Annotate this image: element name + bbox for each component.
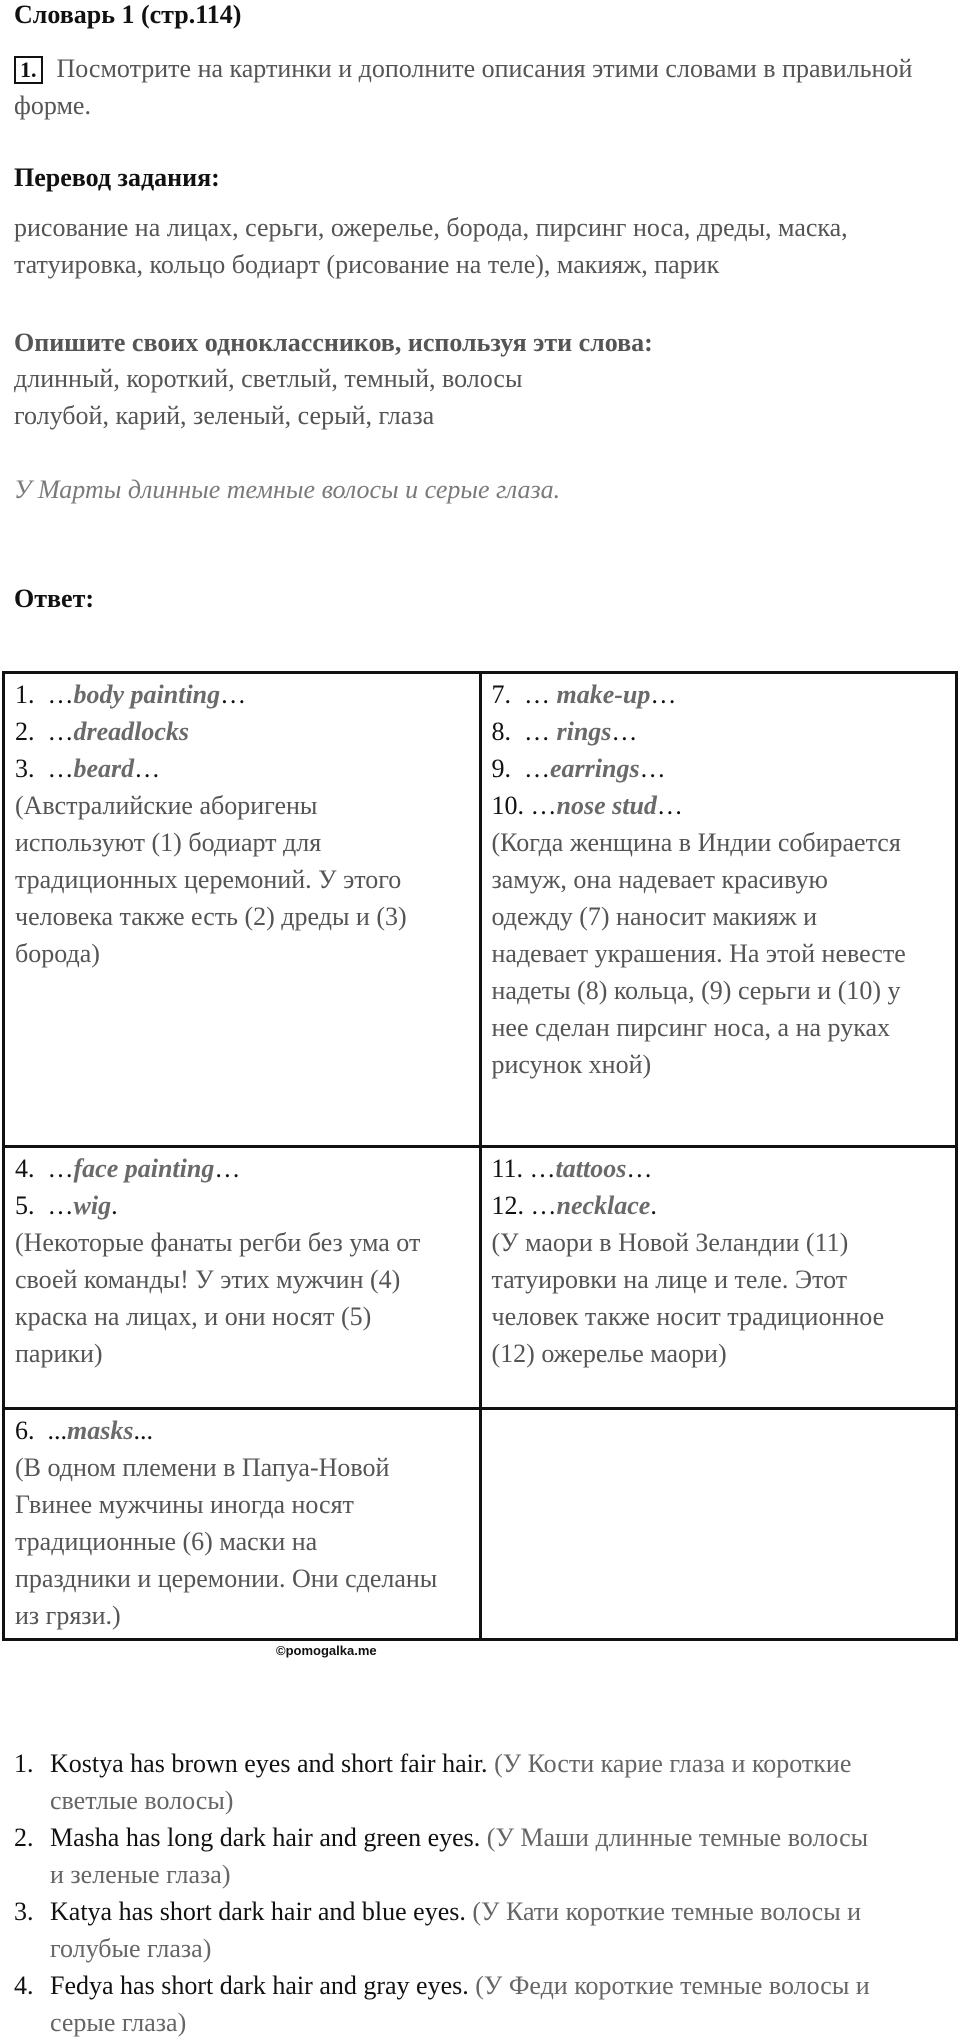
answer-explanation: своей команды! У этих мужчин (4) xyxy=(15,1265,401,1294)
answer-cell xyxy=(4,1147,481,1409)
answer-item xyxy=(492,713,946,750)
describe-line-1: длинный, короткий, светлый, темный, волосы xyxy=(14,364,523,393)
item-number: 3. xyxy=(14,1897,34,1926)
russian-translation: (У Кати короткие темные волосы и xyxy=(465,1897,862,1926)
answer-explanation: используют (1) бодиарт для xyxy=(15,828,322,857)
item-number: 1. xyxy=(15,680,48,709)
item-number: 3. xyxy=(15,754,48,783)
task-number: 1. xyxy=(14,56,43,84)
item-suffix: . xyxy=(111,1191,118,1220)
item-suffix: … xyxy=(650,680,677,709)
item-number: 1. xyxy=(14,1749,34,1778)
russian-translation-cont: и зеленые глаза) xyxy=(50,1860,231,1889)
item-suffix: ... xyxy=(133,1416,153,1445)
item-suffix: … xyxy=(214,1154,241,1183)
answer-explanation: парики) xyxy=(15,1339,103,1368)
answer-explanation: традиционных церемоний. У этого xyxy=(15,865,402,894)
item-suffix: … xyxy=(639,754,666,783)
answer-explanation: праздники и церемонии. Они сделаны xyxy=(15,1564,438,1593)
answer-explanation: рисунок хной) xyxy=(491,1050,652,1079)
russian-translation: (У Феди короткие темные волосы и xyxy=(468,1971,870,2000)
item-suffix: … xyxy=(611,717,638,746)
answer-word: tattoos xyxy=(555,1154,627,1183)
answer-explanation: (У маори в Новой Зеландии (11) xyxy=(491,1228,849,1257)
answer-explanation: Гвинее мужчины иногда носят xyxy=(15,1490,354,1519)
credit-watermark: ©pomogalka.me xyxy=(276,1643,377,1658)
english-sentence: Masha has long dark hair and green eyes. xyxy=(50,1823,481,1852)
answer-item xyxy=(492,1187,946,1224)
answer-explanation: (Когда женщина в Индии собирается xyxy=(491,828,901,857)
russian-translation-cont: светлые волосы) xyxy=(50,1786,234,1815)
answer-cell xyxy=(480,673,957,1147)
answer-cell xyxy=(4,1409,481,1640)
item-prefix: … xyxy=(524,680,557,709)
item-prefix: … xyxy=(47,717,74,746)
answer-explanation: (Некоторые фанаты регби без ума от xyxy=(15,1228,421,1257)
answer-item xyxy=(492,1150,946,1187)
answer-word: rings xyxy=(556,717,612,746)
item-number: 2. xyxy=(15,717,48,746)
item-prefix: … xyxy=(524,754,550,783)
answer-explanation: надеты (8) кольца, (9) серьги и (10) у xyxy=(491,976,901,1005)
item-number: 9. xyxy=(491,754,524,783)
item-number: 6. xyxy=(15,1416,48,1445)
describe-line-2: голубой, карий, зеленый, серый, глаза xyxy=(14,401,435,430)
answer-word: body painting xyxy=(73,680,221,709)
answer-word: wig xyxy=(73,1191,112,1220)
item-suffix: … xyxy=(656,791,683,820)
item-number: 7. xyxy=(491,680,524,709)
item-prefix: … xyxy=(530,791,557,820)
russian-translation-cont: серые глаза) xyxy=(50,2008,187,2037)
russian-translation: (У Маши длинные темные волосы xyxy=(480,1823,869,1852)
answer-explanation: татуировки на лице и теле. Этот xyxy=(491,1265,848,1294)
answer-explanation: краска на лицах, и они носят (5) xyxy=(15,1302,372,1331)
answer-item xyxy=(15,1412,469,1449)
answer-table xyxy=(2,671,958,1641)
answer-item xyxy=(15,1150,469,1187)
item-suffix: … xyxy=(626,1154,653,1183)
sentence-list xyxy=(14,1745,944,2041)
item-number: 2. xyxy=(14,1823,34,1852)
page-title: Словарь 1 (стр.114) xyxy=(14,0,242,29)
answer-cell-empty xyxy=(480,1409,957,1640)
answer-word: beard xyxy=(73,754,135,783)
answer-cell xyxy=(480,1147,957,1409)
answer-item xyxy=(15,713,469,750)
answer-explanation: из грязи.) xyxy=(15,1601,121,1630)
answer-heading: Ответ: xyxy=(14,584,95,613)
answer-item xyxy=(492,750,946,787)
answer-word: necklace xyxy=(556,1191,651,1220)
answer-word: dreadlocks xyxy=(73,717,190,746)
answer-item xyxy=(15,676,469,713)
answer-word: earrings xyxy=(550,754,640,783)
answer-word: masks xyxy=(67,1416,134,1445)
item-prefix: … xyxy=(524,717,557,746)
answer-item xyxy=(492,676,946,713)
answer-cell xyxy=(4,673,481,1147)
task-instruction xyxy=(14,50,934,124)
answer-item xyxy=(15,1187,469,1224)
example-sentence: У Марты длинные темные волосы и серые глаза. xyxy=(14,475,561,504)
item-number: 8. xyxy=(491,717,524,746)
answer-explanation: человека также есть (2) дреды и (3) xyxy=(15,902,407,931)
item-prefix: … xyxy=(47,1154,74,1183)
english-sentence: Fedya has short dark hair and gray eyes. xyxy=(50,1971,469,2000)
answer-word: make-up xyxy=(556,680,651,709)
item-prefix: … xyxy=(47,754,74,783)
answer-item xyxy=(492,787,946,824)
list-item xyxy=(14,1745,944,1819)
item-prefix: … xyxy=(47,1191,74,1220)
item-number: 4. xyxy=(15,1154,48,1183)
item-number: 12. xyxy=(491,1191,531,1220)
english-sentence: Katya has short dark hair and blue eyes. xyxy=(50,1897,466,1926)
list-item xyxy=(14,1967,944,2041)
item-number: 5. xyxy=(15,1191,48,1220)
list-item xyxy=(14,1819,944,1893)
translation-heading: Перевод задания: xyxy=(14,163,220,192)
item-prefix: … xyxy=(530,1191,557,1220)
answer-explanation: (В одном племени в Папуа-Новой xyxy=(15,1453,390,1482)
item-suffix: … xyxy=(134,754,161,783)
answer-explanation: нее сделан пирсинг носа, а на руках xyxy=(491,1013,890,1042)
task-text: Посмотрите на картинки и дополните описания этими словами в правильной форме. xyxy=(14,54,913,120)
item-suffix: … xyxy=(220,680,247,709)
answer-word: face painting xyxy=(73,1154,215,1183)
russian-translation-cont: голубые глаза) xyxy=(50,1934,212,1963)
translation-text: рисование на лицах, серьги, ожерелье, борода, пирсинг носа, дреды, маска, татуировка, кольцо бодиарт (рисование на теле), макияж, парик xyxy=(14,213,848,279)
answer-explanation: надевает украшения. На этой невесте xyxy=(491,939,906,968)
describe-heading: Опишите своих одноклассников, используя эти слова: xyxy=(14,328,653,357)
answer-explanation: (12) ожерелье маори) xyxy=(491,1339,727,1368)
item-prefix: ... xyxy=(47,1416,67,1445)
list-item xyxy=(14,1893,944,1967)
item-number: 10. xyxy=(491,791,531,820)
english-sentence: Kostya has brown eyes and short fair hair. xyxy=(50,1749,488,1778)
answer-explanation: замуж, она надевает красивую xyxy=(491,865,828,894)
russian-translation: (У Кости карие глаза и короткие xyxy=(487,1749,852,1778)
item-number: 11. xyxy=(491,1154,530,1183)
item-prefix: … xyxy=(529,1154,556,1183)
answer-explanation: одежду (7) наносит макияж и xyxy=(491,902,818,931)
answer-explanation: (Австралийские аборигены xyxy=(15,791,318,820)
item-number: 4. xyxy=(14,1971,34,2000)
answer-explanation: борода) xyxy=(15,939,100,968)
item-prefix: … xyxy=(47,680,74,709)
item-suffix: . xyxy=(650,1191,657,1220)
answer-explanation: традиционные (6) маски на xyxy=(15,1527,318,1556)
answer-word: nose stud xyxy=(556,791,657,820)
answer-explanation: человек также носит традиционное xyxy=(491,1302,885,1331)
answer-item xyxy=(15,750,469,787)
